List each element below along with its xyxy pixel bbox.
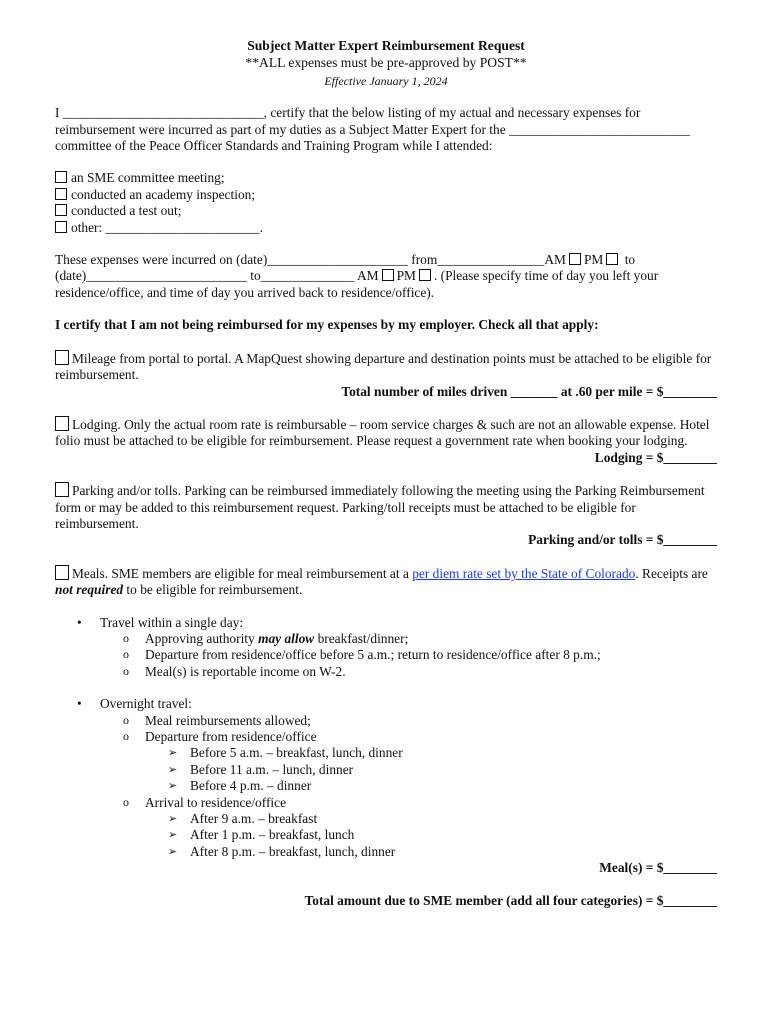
mileage-section bbox=[55, 350, 717, 400]
employer-certify-rest: . Check all that apply: bbox=[471, 317, 599, 333]
arrow-bullet-icon: ➢ bbox=[168, 763, 178, 776]
pm-checkbox-2[interactable] bbox=[419, 269, 431, 281]
list-item bbox=[100, 664, 717, 680]
bullet-icon: • bbox=[77, 614, 82, 630]
arrow-bullet-icon: ➢ bbox=[168, 813, 178, 826]
other-checkbox[interactable] bbox=[55, 221, 67, 233]
list-item bbox=[145, 778, 717, 794]
dates-line-3: residence/office, and time of day you arrived back to residence/office). bbox=[55, 284, 435, 300]
pm-checkbox-1[interactable] bbox=[606, 253, 618, 265]
effective-date: Effective January 1, 2024 bbox=[324, 73, 448, 88]
list-item bbox=[100, 795, 717, 861]
dates-note: . (Please specify time of day you left your bbox=[433, 268, 659, 284]
am-checkbox-1[interactable] bbox=[569, 253, 581, 265]
list-item bbox=[145, 844, 717, 860]
pm-label: PM bbox=[396, 268, 416, 284]
list-item bbox=[100, 713, 717, 729]
not-required-emphasis: not required bbox=[55, 582, 124, 598]
committee-meeting-checkbox[interactable] bbox=[55, 171, 67, 183]
option-label: an SME committee meeting; bbox=[71, 170, 225, 186]
pm-label: PM bbox=[583, 252, 604, 268]
option-label: conducted a test out; bbox=[71, 203, 182, 219]
item-text: Departure from residence/office before 5 a.m.; return to residence/office after 8 p.m.; bbox=[145, 647, 601, 663]
test-out-checkbox[interactable] bbox=[55, 204, 67, 216]
circle-bullet-icon: o bbox=[123, 647, 129, 662]
item-text: Approving authority bbox=[145, 630, 259, 646]
item-text: Before 4 p.m. – dinner bbox=[190, 778, 312, 794]
item-text: After 9 a.m. – breakfast bbox=[190, 811, 318, 827]
per-diem-link[interactable]: per diem rate set by the State of Colorado bbox=[412, 565, 636, 581]
mileage-text: Mileage from portal to portal. A MapQuest showing departure and destination points must be attached to be eligible for reimbursement. bbox=[55, 350, 712, 383]
option-committee-meeting bbox=[55, 170, 717, 186]
item-text: Before 5 a.m. – breakfast, lunch, dinner bbox=[190, 745, 403, 761]
item-text: After 8 p.m. – breakfast, lunch, dinner bbox=[190, 843, 396, 859]
dates-paragraph bbox=[55, 252, 717, 301]
form-subtitle: **ALL expenses must be pre-approved by POST** bbox=[245, 55, 527, 71]
option-label: other: _______________________. bbox=[71, 219, 263, 235]
option-test-out bbox=[55, 203, 717, 219]
item-text: Meal reimbursements allowed; bbox=[145, 712, 311, 728]
option-other bbox=[55, 220, 717, 236]
mileage-total: Total number of miles driven _______ at .60 per mile = $________ bbox=[341, 383, 717, 399]
lodging-text: Lodging. Only the actual room rate is reimbursable – room service charges & such are not an allowable expense. Hotel folio must be attached to be eligible for reimbursement. Please request a government rate when booking your lodging. bbox=[55, 416, 710, 449]
meals-text: Meals. SME members are eligible for meal reimbursement at a bbox=[72, 565, 413, 581]
parking-text: Parking and/or tolls. Parking can be reimbursed immediately following the meeting using the Parking Reimbursement form or may be added to this reimbursement request. Parking/toll receipts must be attached to be eligible for reimbursement. bbox=[55, 483, 705, 531]
parking-section bbox=[55, 482, 717, 549]
mileage-checkbox[interactable] bbox=[55, 350, 69, 365]
list-item bbox=[100, 729, 717, 795]
list-item bbox=[145, 762, 717, 778]
certify-paragraph: I ______________________________, certify that the below listing of my actual and necessary expenses for reimbursement were incurred as part of my duties as a Subject Matter Expert for the ___________________________ committee of the Peace Officer Standards and Training Program while I attended: bbox=[55, 105, 690, 154]
parking-total: Parking and/or tolls = $________ bbox=[528, 532, 717, 548]
form-title: Subject Matter Expert Reimbursement Request bbox=[247, 38, 525, 53]
bullet-icon: • bbox=[77, 696, 82, 712]
circle-bullet-icon: o bbox=[123, 630, 129, 645]
reimbursement-form bbox=[55, 38, 717, 909]
item-text: Meal(s) is reportable income on W-2. bbox=[145, 663, 346, 679]
to-label: to bbox=[621, 252, 636, 268]
overnight-rule bbox=[55, 696, 717, 860]
lodging-section bbox=[55, 416, 717, 466]
am-checkbox-2[interactable] bbox=[382, 269, 394, 281]
meals-text-end: to be eligible for reimbursement. bbox=[123, 582, 303, 598]
meals-section bbox=[55, 565, 717, 877]
lodging-checkbox[interactable] bbox=[55, 416, 69, 431]
single-day-rule bbox=[55, 615, 717, 681]
arrow-bullet-icon: ➢ bbox=[168, 845, 178, 858]
circle-bullet-icon: o bbox=[123, 794, 129, 809]
grand-total: Total amount due to SME member (add all four categories) = $________ bbox=[304, 892, 717, 908]
circle-bullet-icon: o bbox=[123, 729, 129, 743]
meals-text-after: . Receipts are bbox=[635, 565, 708, 581]
item-text: After 1 p.m. – breakfast, lunch bbox=[190, 827, 355, 843]
dates-line-1: These expenses were incurred on (date)_____________________ from________________AM bbox=[55, 252, 566, 268]
arrow-bullet-icon: ➢ bbox=[168, 829, 178, 842]
meal-rules bbox=[55, 615, 717, 861]
attended-options bbox=[55, 170, 717, 236]
circle-bullet-icon: o bbox=[123, 712, 129, 727]
list-item bbox=[100, 647, 717, 663]
lodging-total: Lodging = $________ bbox=[594, 449, 717, 465]
item-text: Arrival to residence/office bbox=[145, 794, 287, 810]
academy-inspection-checkbox[interactable] bbox=[55, 188, 67, 200]
may-allow-emphasis: may allow bbox=[258, 630, 315, 646]
item-text: breakfast/dinner; bbox=[314, 630, 409, 646]
list-item bbox=[145, 811, 717, 827]
employer-certify bbox=[55, 317, 717, 333]
single-day-label: Travel within a single day: bbox=[100, 614, 244, 630]
circle-bullet-icon: o bbox=[123, 663, 129, 678]
option-academy-inspection bbox=[55, 187, 717, 203]
list-item bbox=[145, 827, 717, 843]
list-item bbox=[100, 631, 717, 647]
item-text: Departure from residence/office bbox=[145, 729, 317, 744]
overnight-label: Overnight travel: bbox=[100, 696, 192, 712]
list-item bbox=[145, 745, 717, 761]
parking-checkbox[interactable] bbox=[55, 482, 69, 497]
item-text: Before 11 a.m. – lunch, dinner bbox=[190, 761, 354, 777]
arrow-bullet-icon: ➢ bbox=[168, 747, 178, 760]
employer-certify-bold: I certify that I am not being reimbursed for my expenses by my employer bbox=[55, 317, 472, 333]
option-label: conducted an academy inspection; bbox=[71, 186, 256, 202]
meals-checkbox[interactable] bbox=[55, 565, 69, 580]
meals-total: Meal(s) = $________ bbox=[599, 860, 717, 876]
dates-line-2: (date)________________________ to______________ AM bbox=[55, 268, 379, 284]
arrow-bullet-icon: ➢ bbox=[168, 780, 178, 793]
